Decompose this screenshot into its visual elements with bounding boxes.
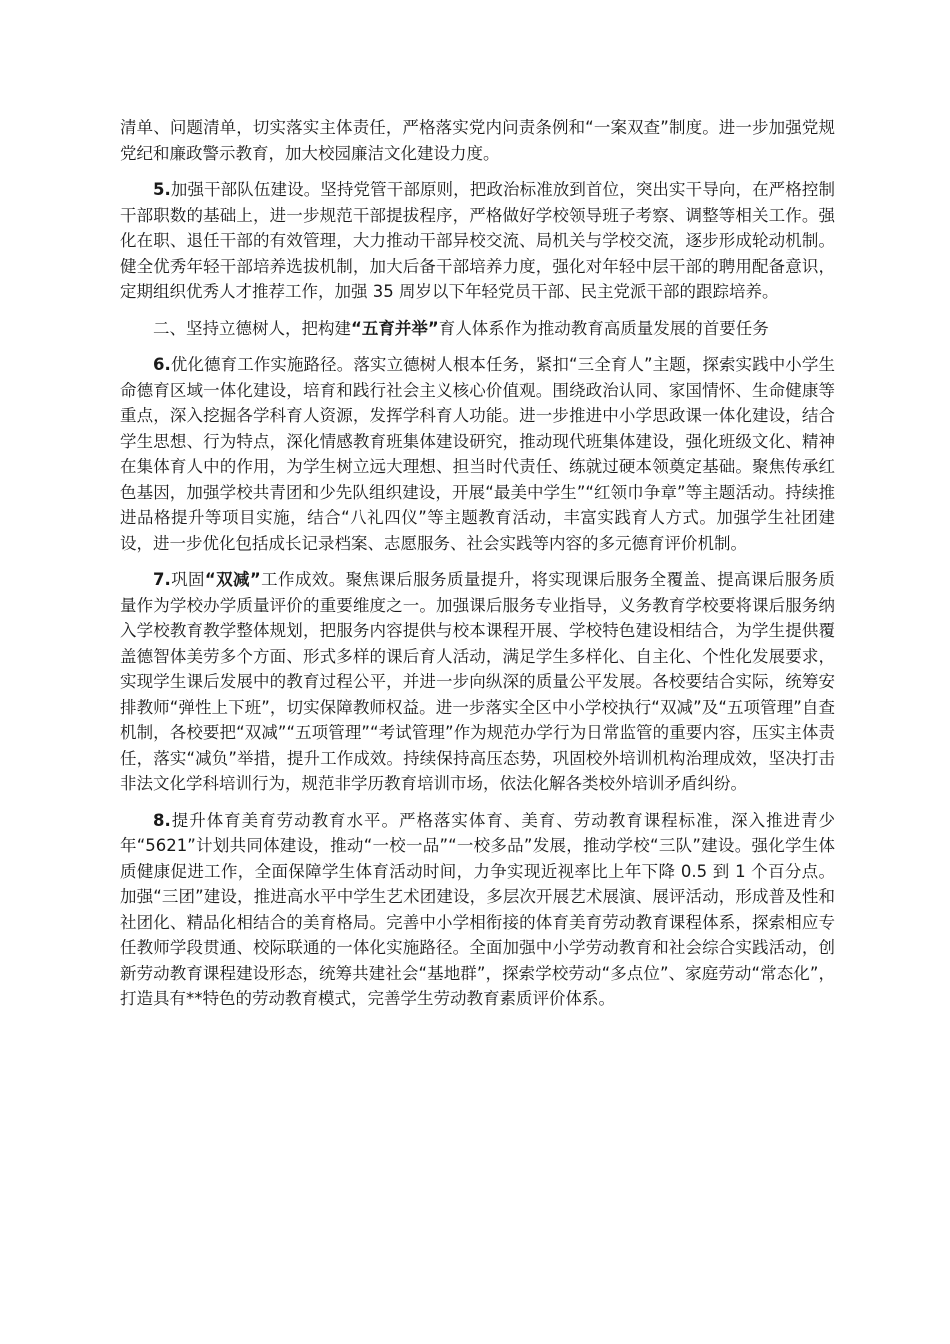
paragraph-item-6 [120, 352, 835, 556]
item-number: 5. [153, 180, 171, 199]
paragraph-text: 加强干部队伍建设。坚持党管干部原则，把政治标准放到首位，突出实干导向，在严格控制干部职数的基础上，进一步规范干部提拔程序，严格做好学校领导班子考察、调整等相关工作。强化在职、退任干部的有效管理，大力推动干部异校交流、局机关与学校交流，逐步形成轮动机制。健全优秀年轻干部培养选拔机制，加大后备干部培养力度，强化对年轻中层干部的聘用配备意识，定期组织优秀人才推荐工作，加强 35 周岁以下年轻党员干部、民主党派干部的跟踪培养。 [120, 180, 835, 301]
heading-quote: “五育并举” [351, 318, 439, 338]
paragraph-item-8 [120, 808, 835, 1012]
document-page [120, 115, 835, 1023]
paragraph-item-7 [120, 567, 835, 797]
section-heading-2 [120, 316, 835, 342]
paragraph-text-after: 工作成效。聚焦课后服务质量提升，将实现课后服务全覆盖、提高课后服务质量作为学校办学质量评价的重要维度之一。加强课后服务专业指导，义务教育学校要将课后服务纳入学校教育教学整体规划，把服务内容提供与校本课程开展、学校特色建设相结合，为学生提供覆盖德智体美劳多个方面、形式多样的课后育人活动，满足学生多样化、自主化、个性化发展要求，实现学生课后发展中的教育过程公平，并进一步向纵深的质量公平发展。各校要结合实际，统筹安排教师“弹性上下班”，切实保障教师权益。进一步落实全区中小学校执行“双减”及“五项管理”自查机制，各校要把“双减”“五项管理”“考试管理”作为规范办学行为日常监管的重要内容，压实主体责任，落实“减负”举措，提升工作成效。持续保持高压态势，巩固校外培训机构治理成效，坚决打击非法文化学科培训行为，规范非学历教育培训市场，依法化解各类校外培训矛盾纠纷。 [120, 570, 835, 793]
item-number: 8. [153, 810, 171, 830]
heading-text-before: 二、坚持立德树人，把构建 [153, 318, 351, 338]
item-number: 6. [153, 355, 171, 374]
paragraph-quote: “双减” [204, 570, 261, 589]
paragraph-text: 提升体育美育劳动教育水平。严格落实体育、美育、劳动教育课程标准，深入推进青少年“5621”计划共同体建设，推动“一校一品”“一校多品”发展，推动学校“三队”建设。强化学生体质健康促进工作，全面保障学生体育活动时间，力争实现近视率比上年下降 0.5 到 1 个百分点。加强“三团”建设，推进高水平中学生艺术团建设，多层次开展艺术展演、展评活动，形成普及性和社团化、精品化相结合的美育格局。完善中小学相衔接的体育美育劳动教育课程体系，探索相应专任教师学段贯通、校际联通的一体化实施路径。全面加强中小学劳动教育和社会综合实践活动，创新劳动教育课程建设形态，统筹共建社会“基地群”，探索学校劳动“多点位”、家庭劳动“常态化”，打造具有**特色的劳动教育模式，完善学生劳动教育素质评价体系。 [120, 810, 835, 1008]
heading-text-after: 育人体系作为推动教育高质量发展的首要任务 [438, 318, 769, 338]
paragraph-continuation [120, 115, 835, 166]
paragraph-text: 清单、问题清单，切实落实主体责任，严格落实党内问责条例和“一案双查”制度。进一步加强党规党纪和廉政警示教育，加大校园廉洁文化建设力度。 [120, 118, 835, 163]
paragraph-text: 优化德育工作实施路径。落实立德树人根本任务，紧扣“三全育人”主题，探索实践中小学生命德育区域一体化建设，培育和践行社会主义核心价值观。围绕政治认同、家国情怀、生命健康等重点，深入挖掘各学科育人资源，发挥学科育人功能。进一步推进中小学思政课一体化建设，结合学生思想、行为特点，深化情感教育班集体建设研究，推动现代班集体建设，强化班级文化、精神在集体育人中的作用，为学生树立远大理想、担当时代责任、练就过硬本领奠定基础。聚焦传承红色基因，加强学校共青团和少先队组织建设，开展“最美中学生”“红领巾争章”等主题活动。持续推进品格提升等项目实施，结合“八礼四仪”等主题教育活动，丰富实践育人方式。加强学生社团建设，进一步优化包括成长记录档案、志愿服务、社会实践等内容的多元德育评价机制。 [120, 355, 835, 553]
paragraph-item-5 [120, 177, 835, 305]
paragraph-text-before: 巩固 [170, 570, 205, 589]
item-number: 7. [153, 570, 171, 589]
